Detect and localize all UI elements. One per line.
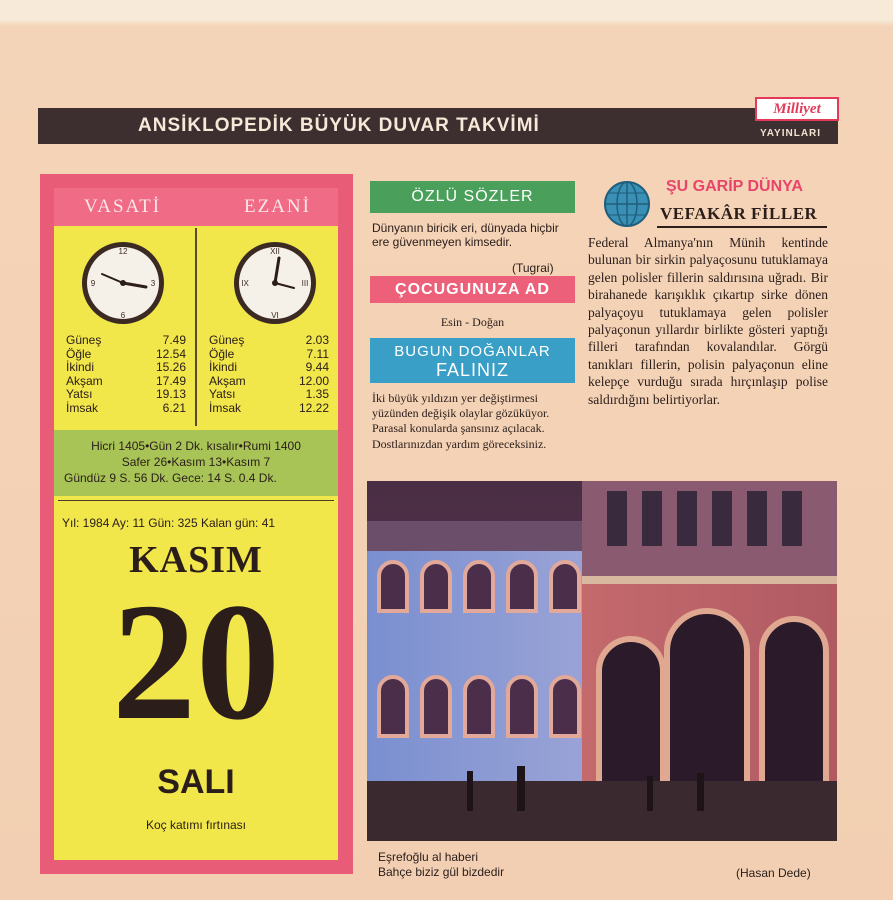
globe-icon: [603, 180, 651, 228]
time-row: İmsak 6.21: [66, 400, 186, 415]
svg-text:9: 9: [90, 279, 96, 288]
svg-text:12: 12: [118, 247, 128, 256]
svg-text:6: 6: [120, 311, 126, 320]
time-row: Yatsı 1.35: [209, 387, 329, 401]
svg-text:VI: VI: [271, 311, 279, 320]
time-row: Öğle 7.11: [209, 346, 329, 361]
info-line: Safer 26•Kasım 13•Kasım 7: [121, 455, 271, 469]
ezani-label: EZANİ: [244, 196, 311, 217]
vasati-times: [66, 334, 186, 415]
column-divider: [195, 228, 197, 426]
time-row: İkindi 9.44: [209, 360, 329, 374]
milliyet-logo: Milliyet: [755, 97, 839, 121]
time-row: İmsak 12.22: [209, 400, 329, 415]
sgd-subtitle: VEFAKÂR FİLLER: [660, 204, 818, 223]
day-note: Koç katımı fırtınası: [145, 818, 247, 832]
sgd-story: Federal Almanya'nın Münih kentinde bulunan bir sirkin palyaçosunu tutuklamaya gelen polisler fillerin saldırısına uğradı. Bir birahanede karışıklık çıkartıp sirke dönen palyaçoyu tutuklamaya gelen polisler palyaçonun yıllardır birlikte gösteri yaptığı filleri tarafından kovalandılar. Görgü tanıkları fillerin, polisin palyaçonun eline kelepçe vurduğu sırada hırçınlaşıp polise saldırdığını belirtiyorlar.: [588, 235, 828, 407]
svg-text:III: III: [301, 279, 309, 288]
ezani-times: [209, 334, 329, 415]
time-row: Öğle 12.54: [66, 346, 186, 361]
time-row: Yatsı 19.13: [66, 387, 186, 401]
sgd-underline: [657, 226, 827, 228]
year-line: Yıl: 1984 Ay: 11 Gün: 325 Kalan gün: 41: [62, 516, 276, 530]
weekday-name: SALI: [157, 763, 235, 801]
ozlu-sozler-text: Dünyanın biricik eri, dünyada hiçbir ere güvenmeyen kimsedir.: [372, 221, 559, 249]
day-number: 20: [112, 569, 280, 755]
logo-subtitle: YAYINLARI: [760, 128, 822, 139]
time-row: Akşam 12.00: [209, 373, 329, 388]
ezani-clock-icon: [232, 240, 318, 326]
info-line: Hicri 1405•Gün 2 Dk. kısalır•Rumi 1400: [91, 439, 301, 453]
month-name: KASIM: [129, 539, 263, 581]
cocugunuza-ad-label: ÇOCUGUNUZA AD: [370, 276, 575, 303]
vasati-clock-icon: [80, 240, 166, 326]
header-banner: [38, 108, 838, 144]
vasati-label: VASATİ: [84, 196, 162, 217]
falniz-text: İki büyük yıldızın yer değiştirmesi yüzünden değişik olaylar gözüküyor. Parasal konularda şansınız açılacak. Dostlarınızdan yardım göreceksiniz.: [372, 391, 550, 451]
falniz-label: BUGUN DOĞANLAR FALINIZ: [370, 338, 575, 383]
time-row: Güneş 2.03: [209, 333, 329, 347]
poem-caption: Eşrefoğlu al haberi Bahçe biziz gül bizdedir: [378, 850, 505, 879]
info-strip: [54, 430, 338, 496]
mosque-photo: [367, 481, 837, 841]
sgd-title: ŞU GARİP DÜNYA: [666, 178, 803, 195]
time-row: Akşam 17.49: [66, 373, 186, 388]
ozlu-sozler-label: ÖZLÜ SÖZLER: [370, 181, 575, 213]
info-line: Gündüz 9 S. 56 Dk. Gece: 14 S. 0.4 Dk.: [64, 471, 277, 485]
time-row: İkindi 15.26: [66, 360, 186, 374]
poem-author: (Hasan Dede): [736, 866, 811, 880]
svg-text:XII: XII: [270, 247, 280, 256]
svg-text:IX: IX: [241, 279, 249, 288]
header-title: ANSİKLOPEDİK BÜYÜK DUVAR TAKVİMİ: [138, 115, 540, 136]
calendar-card: [40, 174, 353, 874]
baby-names: Esin - Doğan: [440, 315, 505, 329]
time-row: Güneş 7.49: [66, 333, 186, 347]
calendar-head: [54, 188, 338, 226]
divider: [58, 500, 334, 501]
svg-text:3: 3: [150, 279, 156, 288]
ozlu-sozler-author: (Tugrai): [512, 261, 554, 275]
